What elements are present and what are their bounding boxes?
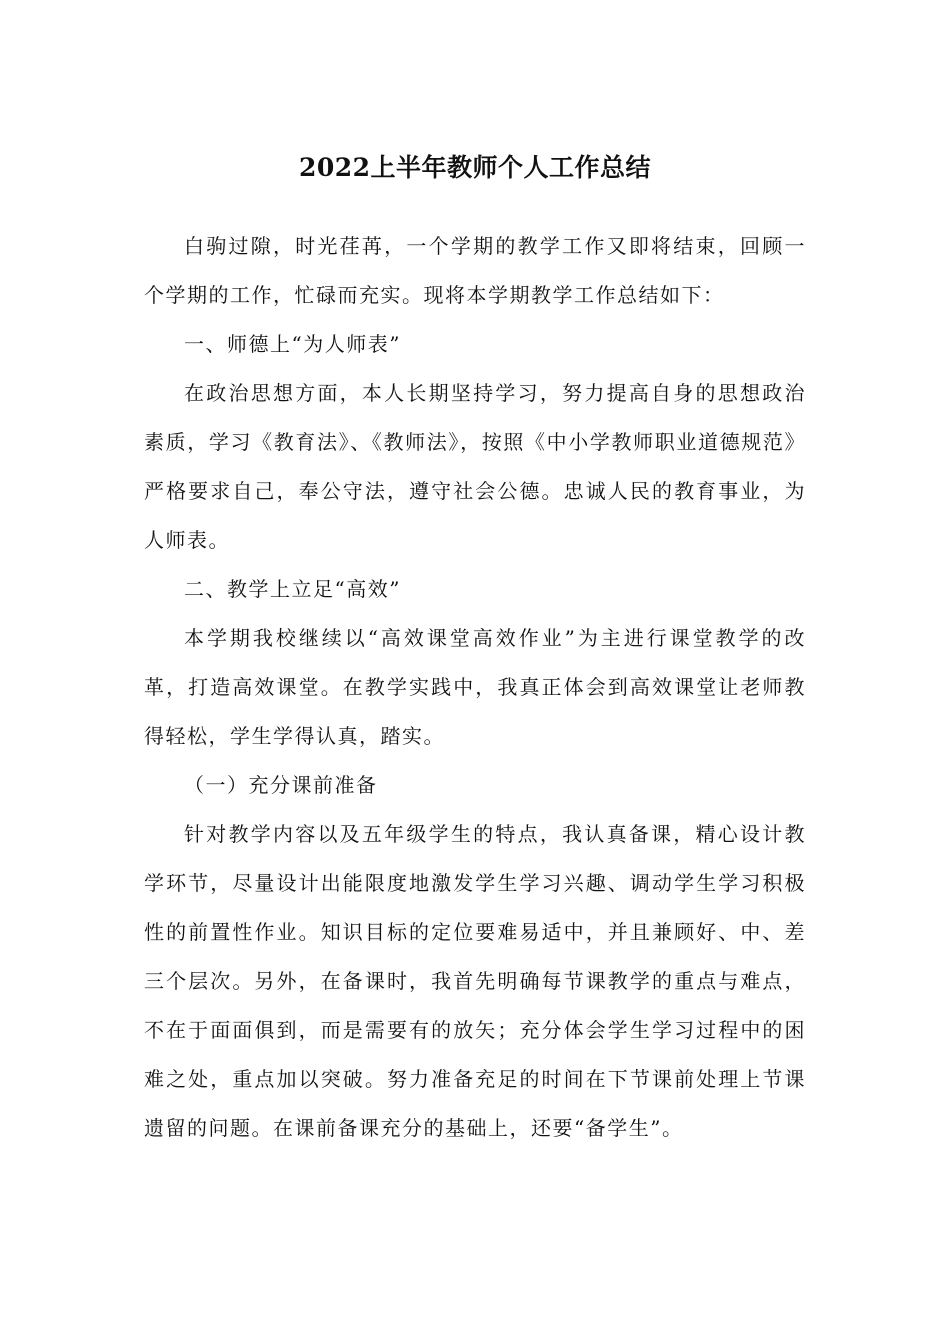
section-heading-teaching: 二、教学上立足“高效”: [184, 577, 401, 601]
intro-paragraph: 白驹过隙，时光荏苒，一个学期的教学工作又即将结束，回顾一个学期的工作，忙碌而充实。现将本学期教学工作总结如下：: [144, 234, 806, 307]
teaching-paragraph: 本学期我校继续以“高效课堂高效作业”为主进行课堂教学的改革，打造高效课堂。在教学实践中，我真正体会到高效课堂让老师教得轻松，学生学得认真，踏实。: [144, 626, 806, 748]
preparation-paragraph: 针对教学内容以及五年级学生的特点，我认真备课，精心设计教学环节，尽量设计出能限度地激发学生学习兴趣、调动学生学习积极性的前置性作业。知识目标的定位要难易适中，并且兼顾好、中、差三个层次。另外，在备课时，我首先明确每节课教学的重点与难点，不在于面面俱到，而是需要有的放矢；充分体会学生学习过程中的困难之处，重点加以突破。努力准备充足的时间在下节课前处理上节课遗留的问题。在课前备课充分的基础上，还要“备学生”。: [144, 822, 806, 1140]
ethics-paragraph: 在政治思想方面，本人长期坚持学习，努力提高自身的思想政治素质，学习《教育法》、《教师法》，按照《中小学教师职业道德规范》严格要求自己，奉公守法，遵守社会公德。忠诚人民的教育事业，为人师表。: [144, 381, 806, 552]
document-title: 2022上半年教师个人工作总结: [298, 153, 652, 182]
document-body: [144, 222, 806, 1153]
subsection-heading-preparation: （一）充分课前准备: [184, 773, 378, 797]
section-heading-ethics: 一、师德上“为人师表”: [184, 332, 401, 356]
